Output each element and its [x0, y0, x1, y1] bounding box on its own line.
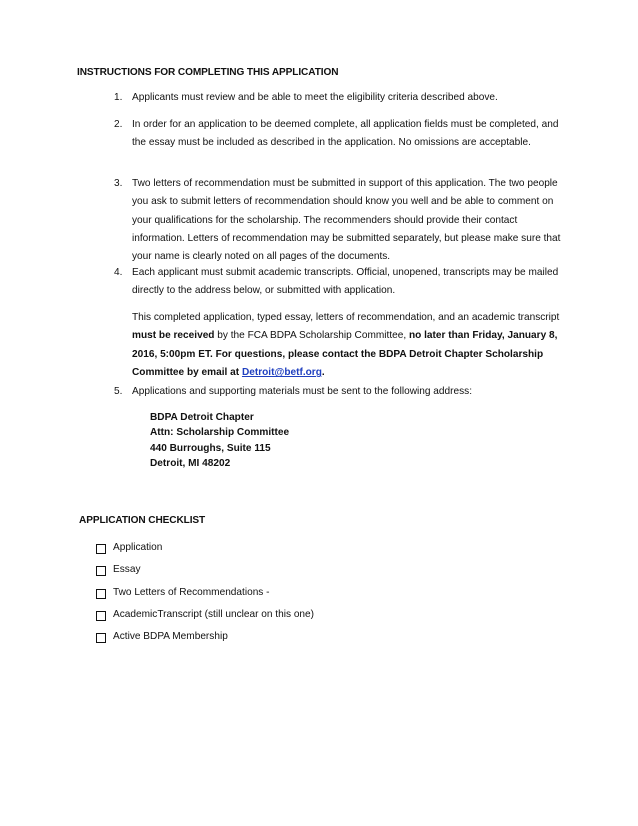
deadline-text-2: by the FCA BDPA Scholarship Committee,	[214, 330, 409, 342]
checkbox[interactable]	[96, 544, 106, 554]
instruction-item-3	[114, 175, 562, 266]
item-text: Each applicant must submit academic transcripts. Official, unopened, transcripts may be mailed directly to the address below, or submitted with application.	[132, 267, 559, 297]
checklist-item-label: Essay	[113, 564, 141, 575]
item-text: Applications and supporting materials must be sent to the following address:	[132, 386, 473, 397]
checklist-item-transcript[interactable]	[96, 609, 556, 625]
checklist-item-membership[interactable]	[96, 631, 556, 647]
checklist-item-label: AcademicTranscript (still unclear on this one)	[113, 609, 315, 620]
item-number: 2.	[114, 119, 123, 130]
mailing-address	[150, 410, 289, 472]
item-text: Two letters of recommendation must be submitted in support of this application. The two people you ask to submit letters of recommendation should know you well and be able to comment on your qualifications for the scholarship. The recommenders should provide their contact information. Letters of recommendation may be submitted separately, but please make sure that your name is clearly noted on all pages of the documents.	[132, 178, 561, 263]
instruction-item-1	[114, 89, 562, 107]
checklist-item-label: Two Letters of Recommendations -	[113, 587, 270, 598]
email-link[interactable]: Detroit@betf.org	[241, 367, 322, 379]
address-line-4: Detroit, MI 48202	[150, 458, 231, 470]
item-number: 4.	[114, 267, 123, 278]
address-line-1: BDPA Detroit Chapter	[150, 412, 254, 423]
checkbox[interactable]	[96, 611, 106, 621]
deadline-bold-2: no later than Friday, January 8, 2016, 5:00pm ET. For questions, please contact the BDPA Detroit Chapter Scholarship Committee by email at	[132, 330, 558, 379]
instruction-item-5	[114, 383, 562, 401]
instruction-item-4	[114, 264, 562, 301]
checklist-heading: APPLICATION CHECKLIST	[79, 515, 206, 526]
checklist-item-essay[interactable]	[96, 564, 556, 580]
checklist-item-application[interactable]	[96, 542, 556, 558]
address-line-3: 440 Burroughs, Suite 115	[150, 442, 271, 454]
item-number: 3.	[114, 178, 123, 189]
address-line-2: Attn: Scholarship Committee	[150, 427, 290, 439]
deadline-text-1: This completed application, typed essay, letters of recommendation, and an academic transcript	[132, 312, 560, 323]
checkbox[interactable]	[96, 589, 106, 599]
deadline-bold-1: must be received	[132, 330, 215, 342]
item-number: 5.	[114, 386, 123, 397]
instructions-heading: INSTRUCTIONS FOR COMPLETING THIS APPLICATION	[77, 67, 339, 78]
deadline-paragraph	[132, 309, 562, 383]
checklist-item-label: Active BDPA Membership	[113, 631, 228, 642]
checkbox[interactable]	[96, 566, 106, 576]
checkbox[interactable]	[96, 633, 106, 643]
item-text: Applicants must review and be able to meet the eligibility criteria described above.	[132, 92, 498, 103]
item-text: In order for an application to be deemed complete, all application fields must be completed, and the essay must be included as described in the application. No omissions are acceptable.	[132, 119, 559, 149]
checklist-item-label: Application	[113, 542, 163, 553]
deadline-end: .	[321, 367, 325, 379]
checklist-item-recommendations[interactable]	[96, 587, 556, 603]
instruction-item-2	[114, 116, 562, 153]
item-number: 1.	[114, 92, 123, 103]
